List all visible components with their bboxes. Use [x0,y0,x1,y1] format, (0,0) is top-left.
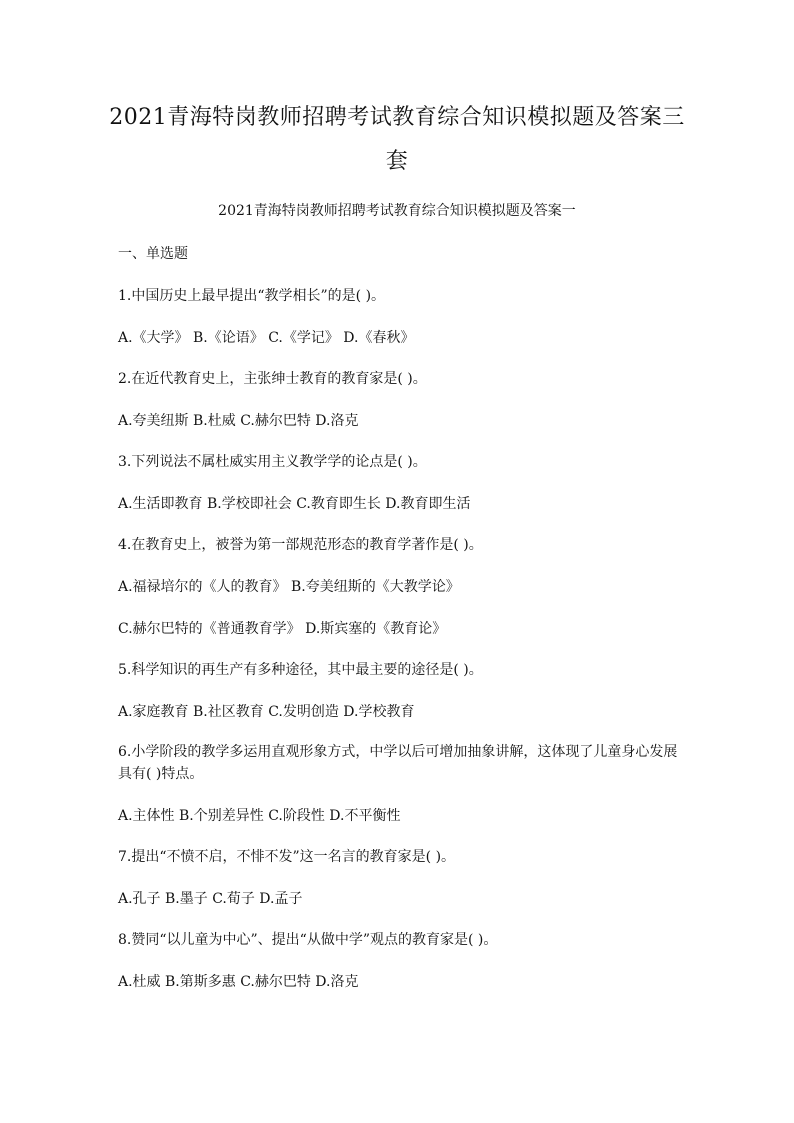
question-8: 8.赞同“以儿童为中心”、提出“从做中学”观点的教育家是( )。 [118,932,498,948]
question-1-options: A.《大学》 B.《论语》 C.《学记》 D.《春秋》 [118,330,415,346]
document-title: 2021青海特岗教师招聘考试教育综合知识模拟题及答案三套 [109,105,685,174]
section-heading: 一、单选题 [118,246,188,262]
document-subtitle: 2021青海特岗教师招聘考试教育综合知识模拟题及答案一 [218,203,576,219]
question-2-options: A.夸美纽斯 B.杜威 C.赫尔巴特 D.洛克 [118,413,359,429]
question-4: 4.在教育史上，被誉为第一部规范形态的教育学著作是( )。 [118,537,483,553]
question-4-options-line-1: A.福禄培尔的《人的教育》 B.夸美纽斯的《大教学论》 [118,579,460,595]
question-2: 2.在近代教育史上，主张绅士教育的教育家是( )。 [118,371,427,387]
question-6-options: A.主体性 B.个别差异性 C.阶段性 D.不平衡性 [118,808,401,824]
question-5: 5.科学知识的再生产有多种途径，其中最主要的途径是( )。 [118,662,483,678]
question-1: 1.中国历史上最早提出“教学相长”的是( )。 [118,288,386,304]
question-5-options: A.家庭教育 B.社区教育 C.发明创造 D.学校教育 [118,704,415,720]
question-7: 7.提出“不愤不启，不悱不发”这一名言的教育家是( )。 [118,849,456,865]
question-6: 6.小学阶段的教学多运用直观形象方式，中学以后可增加抽象讲解，这体现了儿童身心发展具有( )特点。 [118,744,678,782]
question-8-options: A.杜威 B.第斯多惠 C.赫尔巴特 D.洛克 [118,974,359,990]
question-3-options: A.生活即教育 B.学校即社会 C.教育即生长 D.教育即生活 [118,496,471,512]
question-7-options: A.孔子 B.墨子 C.荀子 D.孟子 [118,891,303,907]
question-4-options-line-2: C.赫尔巴特的《普通教育学》 D.斯宾塞的《教育论》 [118,621,447,637]
question-3: 3.下列说法不属杜威实用主义教学学的论点是( )。 [118,454,427,470]
